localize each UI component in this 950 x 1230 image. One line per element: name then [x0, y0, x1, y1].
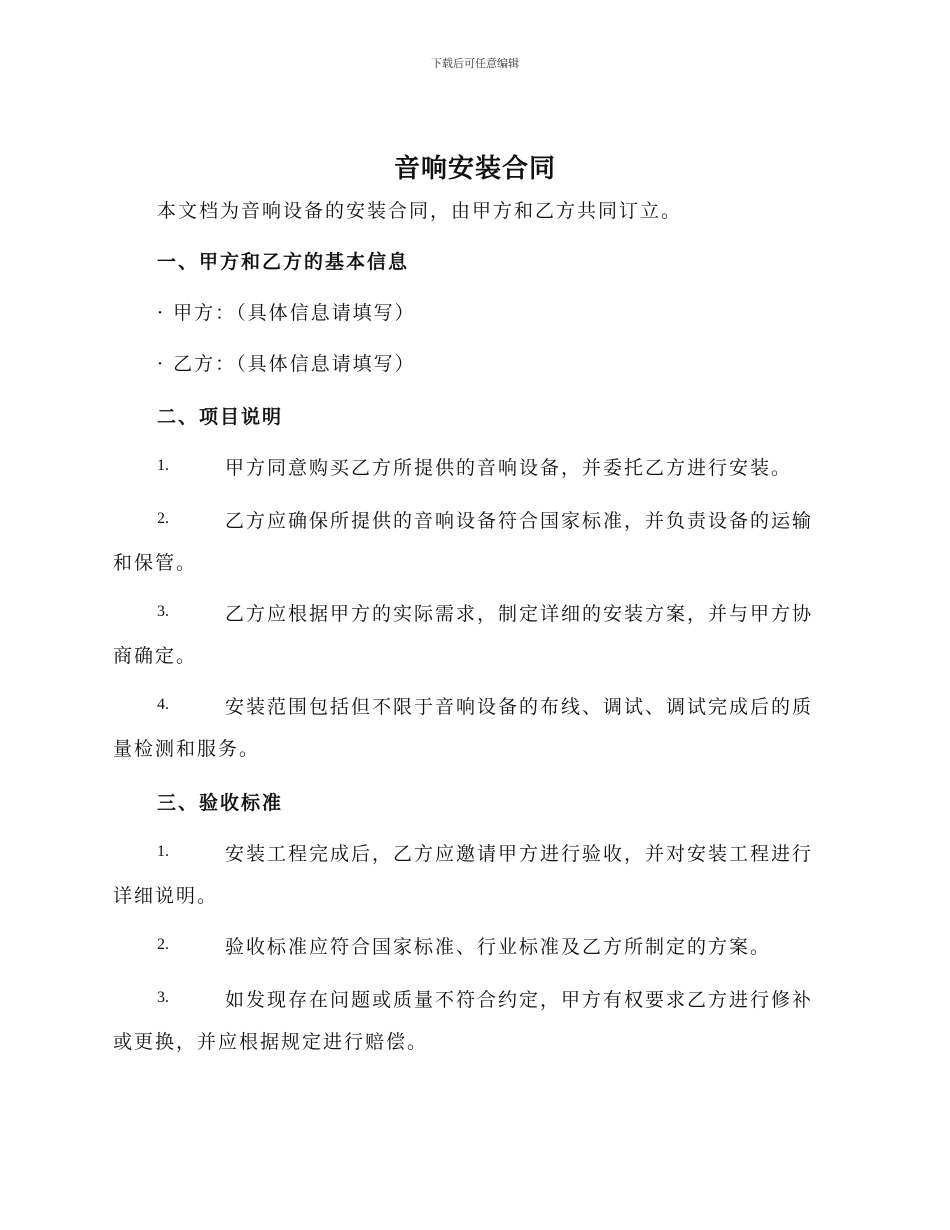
- header-note: 下载后可任意编辑: [431, 57, 519, 70]
- section2-item-number: 2.: [157, 510, 169, 527]
- section3-item-text: 安装工程完成后，乙方应邀请甲方进行验收，并对安装工程进行: [225, 843, 814, 865]
- section2-heading: 二、项目说明: [157, 406, 284, 428]
- party-a-line: · 甲方：（具体信息请填写）: [157, 302, 416, 324]
- intro-paragraph: 本文档为音响设备的安装合同，由甲方和乙方共同订立。: [157, 200, 683, 222]
- section3-heading: 三、验收标准: [157, 792, 284, 814]
- section2-item-text-continued: 和保管。: [113, 552, 198, 574]
- section2-item-text-continued: 商确定。: [113, 645, 198, 667]
- section2-item-number: 4.: [157, 696, 169, 713]
- section3-item-number: 2.: [157, 936, 169, 953]
- section2-item-number: 3.: [157, 603, 169, 620]
- section2-item-number: 1.: [157, 457, 169, 474]
- section3-item-number: 3.: [157, 989, 169, 1006]
- section3-item-text: 如发现存在问题或质量不符合约定，甲方有权要求乙方进行修补: [225, 989, 814, 1011]
- section3-item-number: 1.: [157, 843, 169, 860]
- section3-item-text-continued: 详细说明。: [113, 885, 219, 907]
- section2-item-text: 乙方应确保所提供的音响设备符合国家标准，并负责设备的运输: [225, 510, 814, 532]
- section2-item-text: 乙方应根据甲方的实际需求，制定详细的安装方案，并与甲方协: [225, 603, 814, 625]
- section3-item-text: 验收标准应符合国家标准、行业标准及乙方所制定的方案。: [225, 936, 772, 958]
- section2-item-text: 甲方同意购买乙方所提供的音响设备，并委托乙方进行安装。: [225, 457, 793, 479]
- section2-item-text: 安装范围包括但不限于音响设备的布线、调试、调试完成后的质: [225, 696, 814, 718]
- party-b-line: · 乙方：（具体信息请填写）: [157, 353, 416, 375]
- section2-item-text-continued: 量检测和服务。: [113, 738, 261, 760]
- document-title: 音响安装合同: [393, 154, 556, 184]
- section1-heading: 一、甲方和乙方的基本信息: [157, 251, 410, 273]
- section3-item-text-continued: 或更换，并应根据规定进行赔偿。: [113, 1031, 429, 1053]
